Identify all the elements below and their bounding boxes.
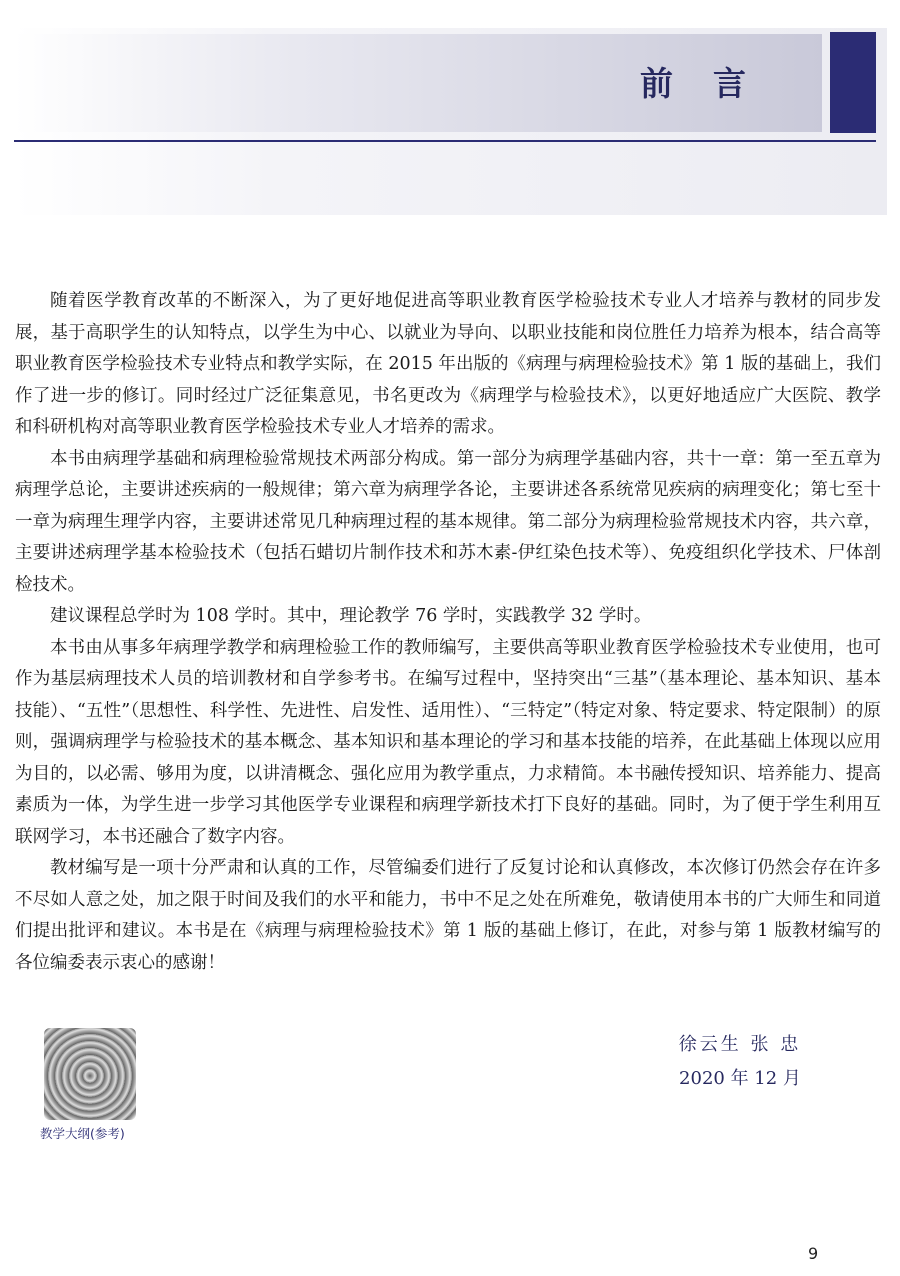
signature: [600, 1028, 880, 1096]
paragraph: 本书由从事多年病理学教学和病理检验工作的教师编写，主要供高等职业教育医学检验技术专业使用，也可作为基层病理技术人员的培训教材和自学参考书。在编写过程中，坚持突出“三基”（基本理论、基本知识、基本技能）、“五性”（思想性、科学性、先进性、启发性、适用性）、“三特定”（特定对象、特定要求、特定限制）的原则，强调病理学与检验技术的基本概念、基本知识和基本理论的学习和基本技能的培养，在此基础上体现以应用为目的，以必需、够用为度，以讲清概念、强化应用为教学重点，力求精简。本书融传授知识、培养能力、提高素质为一体，为学生进一步学习其他医学专业课程和病理学新技术打下良好的基础。同时，为了便于学生利用互联网学习，本书还融合了数字内容。: [15, 637, 881, 847]
paragraph: 随着医学教育改革的不断深入，为了更好地促进高等职业教育医学检验技术专业人才培养与教材的同步发展，基于高职学生的认知特点，以学生为中心、以就业为导向、以职业技能和岗位胜任力培养为根本，结合高等职业教育医学检验技术专业特点和教学实际，在 2015 年出版的《病理与病理检验技术》第 1 版的基础上，我们作了进一步的修订。同时经过广泛征集意见，书名更改为《病理学与检验技术》，以更好地适应广大医院、教学和科研机构对高等职业教育医学检验技术专业人才培养的需求。: [15, 291, 881, 437]
paragraph: 建议课程总学时为 108 学时。其中，理论教学 76 学时，实践教学 32 学时。: [50, 606, 652, 626]
preface-body: [15, 286, 881, 979]
paragraph: 教材编写是一项十分严肃和认真的工作，尽管编委们进行了反复讨论和认真修改，本次修订仍然会存在许多不尽如人意之处，加之限于时间及我们的水平和能力，书中不足之处在所难免，敬请使用本书的广大师生和同道们提出批评和建议。本书是在《病理与病理检验技术》第 1 版的基础上修订，在此，对参与第 1 版教材编写的各位编委表示衷心的感谢！: [15, 858, 881, 973]
header-rule: [14, 140, 876, 142]
paragraph: 本书由病理学基础和病理检验常规技术两部分构成。第一部分为病理学基础内容，共十一章：第一至五章为病理学总论，主要讲述疾病的一般规律；第六章为病理学各论，主要讲述各系统常见疾病的病理变化；第七至十一章为病理生理学内容，主要讲述常见几种病理过程的基本规律。第二部分为病理检验常规技术内容，共六章，主要讲述病理学基本检验技术（包括石蜡切片制作技术和苏木素-伊红染色技术等）、免疫组织化学技术、尸体剖检技术。: [15, 448, 881, 595]
qr-caption: 教学大纲(参考): [40, 1126, 125, 1141]
qr-block[interactable]: [40, 1028, 160, 1142]
page-title: 前言: [640, 64, 786, 103]
signature-authors: 徐云生 张 忠: [678, 1034, 802, 1055]
signature-date: 2020 年 12 月: [679, 1068, 801, 1089]
page-number: 9: [808, 1244, 819, 1263]
qr-code-image[interactable]: [44, 1028, 136, 1120]
header-accent-block: [830, 32, 876, 133]
